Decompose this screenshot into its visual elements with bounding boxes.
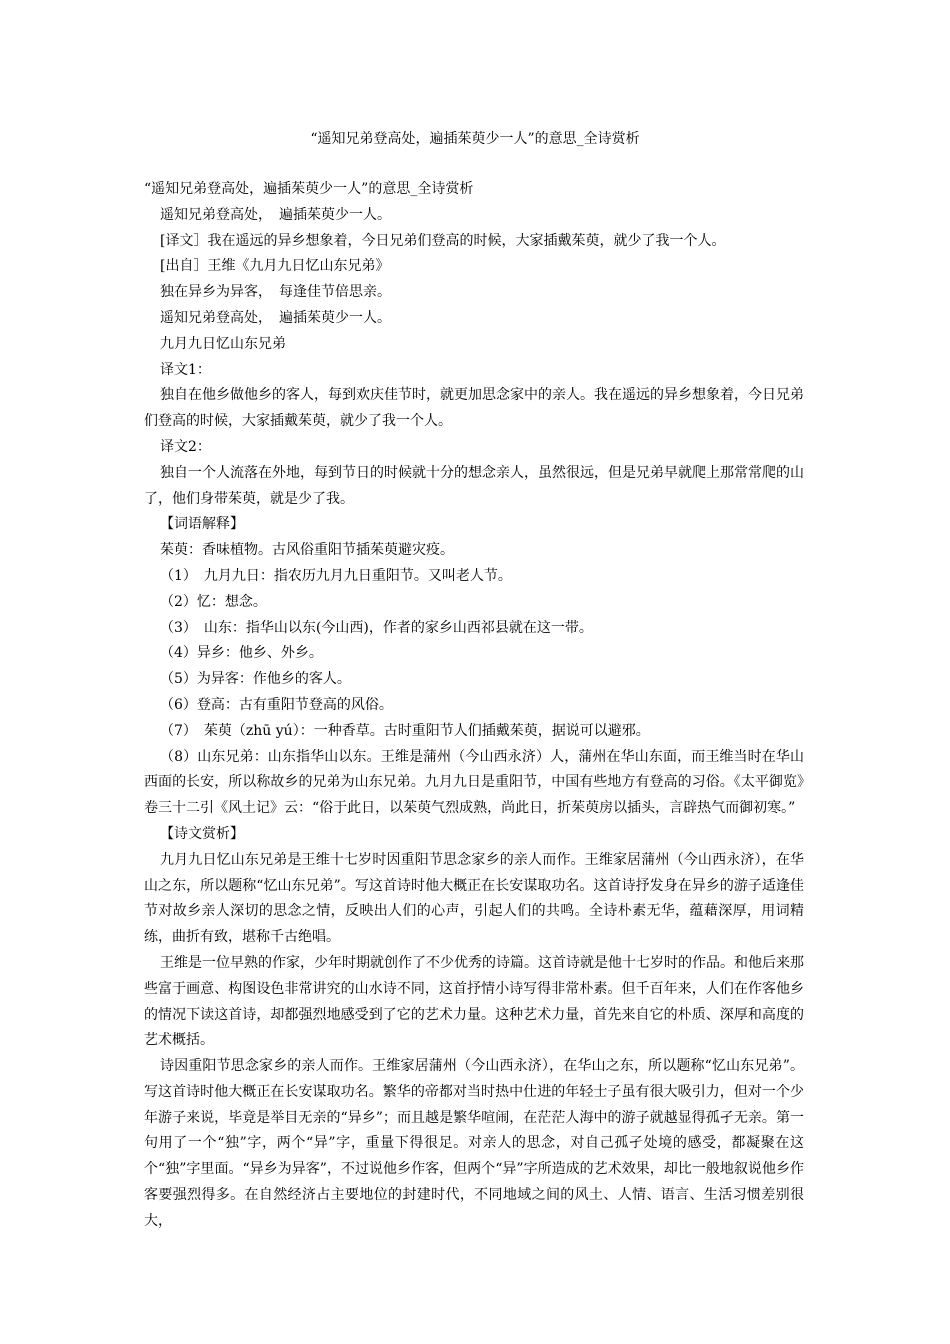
paragraph: 译文2： [160,438,211,455]
paragraph: （1） 九月九日：指农历九月九日重阳节。又叫老人节。 [160,567,512,584]
paragraph: 遥知兄弟登高处， 遍插茱萸少一人。 [160,206,391,223]
paragraph: （8）山东兄弟：山东指华山以东。王维是蒲州（今山西永济）人，蒲州在华山东面，而王维当时在华山西面的长安，所以称故乡的兄弟为山东兄弟。九月九日是重阳节，中国有些地方有登高的习俗。《太平御览》卷三十二引《风土记》云：“俗于此日，以茱萸气烈成熟，尚此日，折茱萸房以插头，言辟热气而御初寒。” [144,748,804,817]
paragraph: 独在异乡为异客， 每逢佳节倍思亲。 [160,284,391,301]
paragraph: （2）忆：想念。 [160,593,267,610]
paragraph: （5）为异客：作他乡的客人。 [160,671,351,688]
document-title: “遥知兄弟登高处，遍插茱萸少一人”的意思_全诗赏析 [310,131,640,147]
paragraph: 译文1： [160,361,211,378]
paragraph: “遥知兄弟登高处，遍插茱萸少一人”的意思_全诗赏析 [144,181,474,197]
paragraph: 独自一个人流落在外地，每到节日的时候就十分的想念亲人，虽然很远，但是兄弟早就爬上那常常爬的山了，他们身带茱萸，就是少了我。 [144,464,804,507]
paragraph: 王维是一位早熟的作家，少年时期就创作了不少优秀的诗篇。这首诗就是他十七岁时的作品。和他后来那些富于画意、构图设色非常讲究的山水诗不同，这首抒情小诗写得非常朴素。但千百年来，人们在作客他乡的情况下读这首诗，却都强烈地感受到了它的艺术力量。这种艺术力量，首先来自它的朴质、深厚和高度的艺术概括。 [144,954,804,1049]
paragraph: （3） 山东：指华山以东(今山西)，作者的家乡山西祁县就在这一带。 [160,619,593,636]
paragraph: 九月九日忆山东兄弟是王维十七岁时因重阳节思念家乡的亲人而作。王维家居蒲州（今山西永济），在华山之东，所以题称“忆山东兄弟”。写这首诗时他大概正在长安谋取功名。这首诗抒发身在异乡的游子适逢佳节对故乡亲人深切的思念之情，反映出人们的心声，引起人们的共鸣。全诗朴素无华，蕴藉深厚，用词精练，曲折有致，堪称千古绝唱。 [144,851,804,946]
document-body [144,177,804,1235]
paragraph: （7） 茱萸（zhū yú）：一种香草。古时重阳节人们插戴茱萸，据说可以避邪。 [160,722,650,739]
paragraph: 九月九日忆山东兄弟 [160,335,286,352]
paragraph: 独自在他乡做他乡的客人，每到欢庆佳节时，就更加思念家中的亲人。我在遥远的异乡想象着，今日兄弟们登高的时候，大家插戴茱萸，就少了我一个人。 [144,387,804,430]
paragraph: 茱萸：香味植物。古风俗重阳节插茱萸避灾疫。 [160,542,454,559]
paragraph: 诗因重阳节思念家乡的亲人而作。王维家居蒲州（今山西永济），在华山之东，所以题称“忆山东兄弟”。写这首诗时他大概正在长安谋取功名。繁华的帝都对当时热中仕进的年轻士子虽有很大吸引力，但对一个少年游子来说，毕竟是举目无亲的“异乡”；而且越是繁华喧闹，在茫茫人海中的游子就越显得孤孑无亲。第一句用了一个“独”字，两个“异”字，重量下得很足。对亲人的思念，对自己孤孑处境的感受，都凝聚在这个“独”字里面。“异乡为异客”，不过说他乡作客，但两个“异”字所造成的艺术效果，却比一般地叙说他乡作客要强烈得多。在自然经济占主要地位的封建时代，不同地域之间的风土、人情、语言、生活习惯差别很大， [144,1058,804,1229]
paragraph: （6）登高：古有重阳节登高的风俗。 [160,696,393,713]
paragraph: 【词语解释】 [160,516,244,533]
paragraph: 遥知兄弟登高处， 遍插茱萸少一人。 [160,309,391,326]
paragraph: （4）异乡：他乡、外乡。 [160,645,323,662]
paragraph: 【诗文赏析】 [160,825,244,842]
paragraph: [出自］王维《九月九日忆山东兄弟》 [160,258,390,275]
paragraph: [译文］我在遥远的异乡想象着，今日兄弟们登高的时候，大家插戴茱萸，就少了我一个人。 [160,232,726,249]
